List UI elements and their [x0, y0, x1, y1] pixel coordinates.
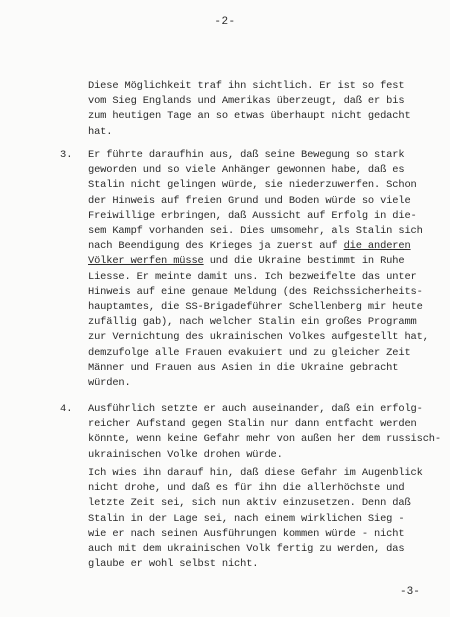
text-line: Stalin in der Lage sei, nach einem wirklichen Sieg - — [88, 512, 405, 525]
text-line: Stalin nicht gelingen würde, sie niederzuwerfen. Schon — [88, 179, 417, 192]
text-segment: und die Ukraine bestimmt in Ruhe — [203, 255, 405, 268]
text-line: nicht drohe, und daß es für ihn die allerhöchste und — [88, 482, 405, 495]
text-line: wie er nach seinen Ausführungen kommen würde - nicht — [88, 527, 405, 540]
text-line: Ich wies ihn darauf hin, daß diese Gefahr im Augenblick — [88, 467, 423, 479]
item-4-paragraph-2 — [88, 466, 448, 572]
text-line: vom Sieg Englands und Amerikas überzeugt, daß er bis — [88, 95, 405, 108]
page-number-top: -2- — [214, 16, 236, 28]
text-line: Freiwillige erbringen, daß Aussicht auf Erfolg in die- — [88, 209, 417, 222]
text-line: Er führte daraufhin aus, daß seine Bewegung so stark — [88, 149, 405, 161]
text-line: letzte Zeit sei, sich nun aktiv einzusetzen. Denn daß — [88, 497, 411, 510]
item-3-paragraph — [88, 148, 448, 391]
text-line — [88, 254, 448, 269]
text-line: zufällig gab), nach welcher Stalin ein großes Programm — [88, 316, 417, 329]
text-line: geworden und so viele Anhänger gewonnen habe, daß es — [88, 164, 405, 177]
text-line: würden. — [88, 377, 131, 390]
text-line: zur Vernichtung des ukrainischen Volkes aufgestellt hat, — [88, 331, 429, 344]
text-line: könnte, wenn keine Gefahr mehr von außen her dem russisch- — [88, 433, 441, 446]
intro-paragraph — [88, 79, 448, 140]
text-line: auch mit dem ukrainischen Volk fertig zu werden, das — [88, 543, 405, 556]
text-line: Diese Möglichkeit traf ihn sichtlich. Er ist so fest — [88, 80, 405, 92]
text-line: hat. — [88, 125, 113, 138]
text-line — [88, 239, 448, 254]
page-number-bottom: -3- — [400, 586, 420, 598]
text-line: glaube er wohl selbst nicht. — [88, 558, 259, 571]
text-line: reicher Aufstand gegen Stalin nur dann entfacht werden — [88, 418, 417, 431]
underlined-text: Völker werfen müsse — [88, 255, 204, 268]
underlined-text: die anderen — [343, 240, 411, 253]
text-line: Hinweis auf eine genaue Meldung (des Reichssicherheits- — [88, 285, 423, 298]
item-4-paragraph — [88, 402, 448, 463]
text-line: Liesse. Er meinte damit uns. Ich bezweifelte das unter — [88, 270, 417, 283]
text-line: Ausführlich setzte er auch auseinander, daß ein erfolg- — [88, 403, 423, 415]
item-number-3: 3. — [60, 149, 73, 161]
text-line: zum heutigen Tage an so etwas überhaupt nicht gedacht — [88, 110, 411, 123]
text-line: ukrainischen Volke drohen würde. — [88, 448, 283, 461]
text-line: sem Kampf vorhanden sei. Dies umsomehr, als Stalin sich — [88, 225, 423, 238]
item-number-4: 4. — [60, 403, 73, 415]
text-line: hauptamtes, die SS-Brigadeführer Schellenberg mir heute — [88, 301, 423, 314]
text-line: demzufolge alle Frauen evakuiert und zu gleicher Zeit — [88, 346, 411, 359]
text-segment: nach Beendigung des Krieges ja zuerst auf — [88, 240, 344, 253]
text-line: Männer und Frauen aus Asien in die Ukraine gebracht — [88, 361, 399, 374]
text-line: der Hinweis auf freien Grund und Boden würde so viele — [88, 194, 411, 207]
